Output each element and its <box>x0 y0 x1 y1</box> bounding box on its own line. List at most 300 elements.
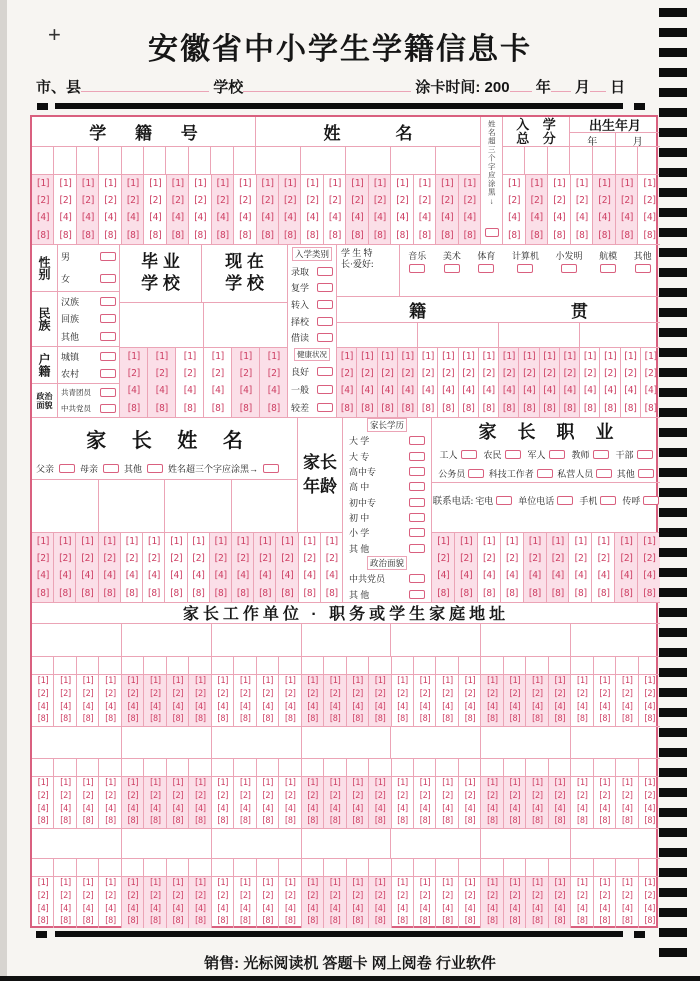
bubble[interactable]: [8] <box>463 816 476 827</box>
checkbox[interactable] <box>468 469 484 478</box>
write-cell[interactable] <box>211 859 233 876</box>
bubble[interactable]: [8] <box>35 587 50 599</box>
bubble[interactable]: [8] <box>439 229 454 241</box>
checkbox[interactable] <box>263 464 279 473</box>
bubble[interactable]: [4] <box>380 385 395 397</box>
write-cell[interactable] <box>458 759 480 776</box>
bubble[interactable]: [4] <box>168 570 183 582</box>
write-cell[interactable] <box>188 859 210 876</box>
bubble[interactable]: [4] <box>126 803 139 814</box>
bubble[interactable]: [2] <box>435 553 451 565</box>
bubble[interactable]: [1] <box>57 535 72 547</box>
bubble[interactable]: [8] <box>440 916 454 927</box>
checkbox[interactable] <box>100 332 116 341</box>
bubble[interactable]: [8] <box>80 229 95 241</box>
write-cell[interactable] <box>32 657 53 674</box>
write-cell[interactable] <box>32 759 53 776</box>
bubble[interactable]: [1] <box>597 177 612 189</box>
bubble[interactable]: [1] <box>435 535 451 547</box>
bubble[interactable]: [8] <box>171 816 184 827</box>
bubble[interactable]: [1] <box>81 878 94 889</box>
write-cell[interactable] <box>346 759 368 776</box>
bubble[interactable]: [8] <box>216 714 229 725</box>
write-cell[interactable] <box>233 657 255 674</box>
bubble[interactable]: [8] <box>485 816 499 827</box>
bubble[interactable]: [4] <box>210 385 225 397</box>
bubble[interactable]: [8] <box>193 816 207 827</box>
bubble[interactable]: [8] <box>506 229 521 241</box>
bubble[interactable]: [1] <box>126 676 139 687</box>
bubble[interactable]: [1] <box>582 350 597 362</box>
bubble[interactable]: [2] <box>553 890 566 901</box>
checkbox[interactable] <box>317 385 333 394</box>
bubble[interactable]: [2] <box>80 195 95 207</box>
bubble[interactable]: [2] <box>359 368 374 380</box>
bubble[interactable]: [1] <box>154 350 169 362</box>
bubble[interactable]: [4] <box>620 701 634 712</box>
bubble[interactable]: [1] <box>351 676 364 687</box>
write-cell[interactable] <box>301 859 323 876</box>
bubble[interactable]: [4] <box>324 570 339 582</box>
bubble[interactable]: [2] <box>282 195 297 207</box>
bubble[interactable]: [1] <box>642 177 657 189</box>
bubble[interactable]: [4] <box>216 903 229 914</box>
bubble[interactable]: [8] <box>261 916 274 927</box>
checkbox[interactable] <box>317 367 333 376</box>
write-cell[interactable] <box>593 859 615 876</box>
bubble[interactable]: [4] <box>351 803 364 814</box>
bubble[interactable]: [2] <box>440 890 454 901</box>
bubble[interactable]: [8] <box>279 587 295 599</box>
bubble[interactable]: [4] <box>349 212 365 224</box>
bubble[interactable]: [8] <box>530 714 544 725</box>
write-cell[interactable] <box>570 727 660 758</box>
bubble[interactable]: [8] <box>598 714 611 725</box>
bubble[interactable]: [8] <box>504 587 519 599</box>
bubble[interactable]: [8] <box>182 402 197 414</box>
write-cell[interactable] <box>231 480 298 532</box>
bubble[interactable]: [4] <box>266 385 281 397</box>
write-cell[interactable] <box>435 859 457 876</box>
bubble[interactable]: [1] <box>216 878 229 889</box>
bubble[interactable]: [2] <box>81 790 94 801</box>
checkbox[interactable] <box>635 264 651 273</box>
bubble[interactable]: [8] <box>306 916 319 927</box>
bubble[interactable]: [8] <box>238 816 252 827</box>
write-cell[interactable] <box>76 859 98 876</box>
bubble[interactable]: [2] <box>126 368 141 380</box>
bubble[interactable]: [1] <box>417 177 432 189</box>
write-cell[interactable] <box>256 657 278 674</box>
bubble[interactable]: [1] <box>440 778 454 789</box>
write-cell[interactable] <box>301 727 391 758</box>
bubble[interactable]: [4] <box>193 803 207 814</box>
bubble[interactable]: [2] <box>182 368 197 380</box>
bubble[interactable]: [1] <box>238 350 253 362</box>
bubble[interactable]: [4] <box>35 570 50 582</box>
bubble[interactable]: [1] <box>418 676 431 687</box>
bubble[interactable]: [1] <box>327 177 342 189</box>
bubble[interactable]: [4] <box>396 903 409 914</box>
bubble[interactable]: [2] <box>396 790 409 801</box>
write-cell[interactable] <box>570 859 592 876</box>
bubble[interactable]: [1] <box>148 878 162 889</box>
bubble[interactable]: [1] <box>215 177 230 189</box>
bubble[interactable]: [2] <box>235 553 250 565</box>
bubble[interactable]: [1] <box>553 676 566 687</box>
checkbox[interactable] <box>643 496 659 505</box>
bubble[interactable]: [4] <box>57 570 72 582</box>
bubble[interactable]: [4] <box>171 903 184 914</box>
bubble[interactable]: [1] <box>193 878 207 889</box>
bubble[interactable]: [4] <box>485 803 499 814</box>
bubble[interactable]: [2] <box>193 890 207 901</box>
bubble[interactable]: [4] <box>501 385 516 397</box>
bubble[interactable]: [8] <box>620 714 634 725</box>
bubble[interactable]: [1] <box>126 350 141 362</box>
write-cell[interactable] <box>615 759 637 776</box>
bubble[interactable]: [8] <box>193 714 207 725</box>
bubble[interactable]: [8] <box>620 916 634 927</box>
checkbox[interactable] <box>409 574 425 583</box>
bubble[interactable]: [1] <box>305 177 320 189</box>
bubble[interactable]: [8] <box>596 587 611 599</box>
bubble[interactable]: [2] <box>508 790 521 801</box>
write-cell[interactable] <box>53 859 75 876</box>
bubble[interactable]: [2] <box>124 553 139 565</box>
bubble[interactable]: [8] <box>59 714 72 725</box>
bubble[interactable]: [8] <box>573 587 588 599</box>
write-cell[interactable] <box>615 147 638 174</box>
bubble[interactable]: [1] <box>481 350 496 362</box>
bubble[interactable]: [2] <box>213 553 228 565</box>
checkbox[interactable] <box>461 450 477 459</box>
bubble[interactable]: [1] <box>602 350 617 362</box>
bubble[interactable]: [4] <box>574 212 589 224</box>
bubble[interactable]: [2] <box>306 688 319 699</box>
bubble[interactable]: [4] <box>597 212 612 224</box>
bubble[interactable]: [2] <box>170 195 185 207</box>
bubble[interactable]: [8] <box>394 229 410 241</box>
bubble[interactable]: [2] <box>530 790 544 801</box>
bubble[interactable]: [4] <box>643 803 656 814</box>
bubble[interactable]: [1] <box>396 778 409 789</box>
bubble[interactable]: [8] <box>373 714 386 725</box>
bubble[interactable]: [4] <box>418 903 431 914</box>
bubble[interactable]: [4] <box>171 803 184 814</box>
bubble[interactable]: [8] <box>530 816 544 827</box>
bubble[interactable]: [8] <box>530 916 544 927</box>
bubble[interactable]: [4] <box>550 570 565 582</box>
bubble[interactable]: [8] <box>619 587 634 599</box>
bubble[interactable]: [2] <box>501 368 516 380</box>
bubble[interactable]: [4] <box>400 385 415 397</box>
bubble[interactable]: [4] <box>508 803 521 814</box>
bubble[interactable]: [4] <box>305 212 320 224</box>
bubble[interactable]: [8] <box>103 229 118 241</box>
bubble[interactable]: [8] <box>36 816 49 827</box>
bubble[interactable]: [1] <box>373 676 386 687</box>
bubble[interactable]: [4] <box>102 570 117 582</box>
bubble[interactable]: [8] <box>328 916 341 927</box>
bubble[interactable]: [1] <box>550 535 565 547</box>
city-county-input[interactable] <box>81 78 209 92</box>
bubble[interactable]: [1] <box>328 878 341 889</box>
bubble[interactable]: [8] <box>81 714 94 725</box>
bubble[interactable]: [2] <box>126 890 139 901</box>
bubble[interactable]: [8] <box>440 816 454 827</box>
bubble[interactable]: [1] <box>80 177 95 189</box>
bubble[interactable]: [2] <box>36 890 49 901</box>
bubble[interactable]: [1] <box>59 676 72 687</box>
bubble[interactable]: [2] <box>620 688 634 699</box>
bubble[interactable]: [8] <box>508 714 521 725</box>
bubble[interactable]: [2] <box>59 790 72 801</box>
bubble[interactable]: [2] <box>147 195 163 207</box>
bubble[interactable]: [2] <box>327 195 342 207</box>
bubble[interactable]: [2] <box>148 688 162 699</box>
checkbox[interactable] <box>600 496 616 505</box>
write-cell[interactable] <box>525 657 547 674</box>
write-cell[interactable] <box>165 147 187 174</box>
write-cell[interactable] <box>301 759 323 776</box>
bubble[interactable]: [1] <box>596 535 611 547</box>
bubble[interactable]: [8] <box>171 714 184 725</box>
bubble[interactable]: [2] <box>643 688 656 699</box>
write-cell[interactable] <box>166 759 188 776</box>
write-cell[interactable] <box>166 657 188 674</box>
bubble[interactable]: [8] <box>238 916 252 927</box>
bubble[interactable]: [2] <box>521 368 536 380</box>
bubble[interactable]: [2] <box>324 553 339 565</box>
checkbox[interactable] <box>409 498 425 507</box>
write-cell[interactable] <box>547 147 569 174</box>
bubble[interactable]: [4] <box>551 212 567 224</box>
bubble[interactable]: [4] <box>620 803 634 814</box>
bubble[interactable]: [1] <box>148 778 162 789</box>
bubble[interactable]: [8] <box>146 587 161 599</box>
bubble[interactable]: [8] <box>36 916 49 927</box>
bubble[interactable]: [8] <box>643 714 656 725</box>
bubble[interactable]: [1] <box>396 878 409 889</box>
bubble[interactable]: [1] <box>36 778 49 789</box>
bubble[interactable]: [2] <box>418 890 431 901</box>
bubble[interactable]: [4] <box>575 903 589 914</box>
bubble[interactable]: [1] <box>126 778 139 789</box>
bubble[interactable]: [4] <box>461 385 476 397</box>
bubble[interactable]: [2] <box>305 195 320 207</box>
write-cell[interactable] <box>188 759 210 776</box>
bubble[interactable]: [2] <box>216 890 229 901</box>
bubble[interactable]: [8] <box>59 916 72 927</box>
bubble[interactable]: [2] <box>35 195 50 207</box>
bubble[interactable]: [2] <box>481 368 496 380</box>
bubble[interactable]: [1] <box>462 177 477 189</box>
bubble[interactable]: [8] <box>597 229 612 241</box>
bubble[interactable]: [1] <box>102 535 117 547</box>
bubble[interactable]: [2] <box>508 688 521 699</box>
bubble[interactable]: [8] <box>126 816 139 827</box>
bubble[interactable]: [8] <box>125 229 140 241</box>
checkbox[interactable] <box>100 369 116 378</box>
bubble[interactable]: [1] <box>35 535 50 547</box>
write-cell[interactable] <box>525 759 547 776</box>
bubble[interactable]: [2] <box>485 790 499 801</box>
checkbox[interactable] <box>317 333 333 342</box>
bubble[interactable]: [4] <box>261 803 274 814</box>
write-cell[interactable] <box>301 829 391 858</box>
write-cell[interactable] <box>301 624 391 656</box>
write-cell[interactable] <box>390 624 480 656</box>
write-cell[interactable] <box>503 759 525 776</box>
bubble[interactable]: [1] <box>463 878 476 889</box>
bubble[interactable]: [1] <box>238 676 252 687</box>
bubble[interactable]: [8] <box>400 402 415 414</box>
bubble[interactable]: [4] <box>182 385 197 397</box>
bubble[interactable]: [4] <box>623 385 638 397</box>
write-cell[interactable] <box>53 147 75 174</box>
bubble[interactable]: [2] <box>171 688 184 699</box>
bubble[interactable]: [4] <box>530 701 544 712</box>
bubble[interactable]: [2] <box>418 790 431 801</box>
bubble[interactable]: [8] <box>192 229 207 241</box>
bubble[interactable]: [2] <box>238 688 252 699</box>
write-cell[interactable] <box>323 859 345 876</box>
bubble[interactable]: [1] <box>192 177 207 189</box>
bubble[interactable]: [4] <box>530 903 544 914</box>
bubble[interactable]: [4] <box>643 903 656 914</box>
bubble[interactable]: [4] <box>553 701 566 712</box>
bubble[interactable]: [4] <box>235 570 250 582</box>
write-cell[interactable] <box>211 657 233 674</box>
write-cell[interactable] <box>637 147 660 174</box>
bubble[interactable]: [1] <box>306 878 319 889</box>
write-cell[interactable] <box>592 147 615 174</box>
bubble[interactable]: [4] <box>282 212 297 224</box>
write-cell[interactable] <box>166 859 188 876</box>
bubble[interactable]: [4] <box>154 385 169 397</box>
bubble[interactable]: [2] <box>598 688 611 699</box>
bubble[interactable]: [1] <box>193 778 207 789</box>
bubble[interactable]: [4] <box>216 701 229 712</box>
bubble[interactable]: [4] <box>148 903 162 914</box>
bubble[interactable]: [2] <box>171 890 184 901</box>
bubble[interactable]: [1] <box>440 350 455 362</box>
bubble[interactable]: [4] <box>124 570 139 582</box>
bubble[interactable]: [8] <box>372 229 387 241</box>
bubble[interactable]: [4] <box>527 570 542 582</box>
bubble[interactable]: [4] <box>126 903 139 914</box>
bubble[interactable]: [1] <box>420 350 435 362</box>
bubble[interactable]: [8] <box>643 916 656 927</box>
bubble[interactable]: [1] <box>418 878 431 889</box>
school-input[interactable] <box>243 78 411 92</box>
bubble[interactable]: [8] <box>283 816 297 827</box>
bubble[interactable]: [2] <box>372 195 387 207</box>
bubble[interactable]: [2] <box>418 688 431 699</box>
bubble[interactable]: [8] <box>553 916 566 927</box>
checkbox[interactable] <box>317 283 333 292</box>
write-cell[interactable] <box>391 657 413 674</box>
bubble[interactable]: [4] <box>193 903 207 914</box>
bubble[interactable]: [2] <box>542 368 557 380</box>
write-cell[interactable] <box>98 657 120 674</box>
bubble[interactable]: [1] <box>542 350 557 362</box>
bubble[interactable]: [8] <box>463 714 476 725</box>
write-cell[interactable] <box>256 147 300 174</box>
bubble[interactable]: [2] <box>396 890 409 901</box>
write-cell[interactable] <box>323 759 345 776</box>
bubble[interactable]: [2] <box>126 688 139 699</box>
bubble[interactable]: [2] <box>283 890 297 901</box>
bubble[interactable]: [2] <box>351 890 364 901</box>
bubble[interactable]: [1] <box>58 177 73 189</box>
bubble[interactable]: [4] <box>372 212 387 224</box>
bubble[interactable]: [2] <box>103 688 117 699</box>
bubble[interactable]: [2] <box>81 688 94 699</box>
bubble[interactable]: [8] <box>36 714 49 725</box>
bubble[interactable]: [4] <box>328 803 341 814</box>
bubble[interactable]: [1] <box>373 878 386 889</box>
bubble[interactable]: [8] <box>396 816 409 827</box>
bubble[interactable]: [8] <box>396 916 409 927</box>
bubble[interactable]: [4] <box>35 212 50 224</box>
bubble[interactable]: [4] <box>642 570 657 582</box>
write-cell[interactable] <box>548 859 570 876</box>
bubble[interactable]: [4] <box>283 903 297 914</box>
bubble[interactable]: [8] <box>501 402 516 414</box>
bubble[interactable]: [1] <box>351 878 364 889</box>
bubble[interactable]: [2] <box>126 790 139 801</box>
bubble[interactable]: [1] <box>551 177 567 189</box>
bubble[interactable]: [8] <box>351 714 364 725</box>
bubble[interactable]: [1] <box>283 778 297 789</box>
bubble[interactable]: [4] <box>302 570 317 582</box>
bubble[interactable]: [4] <box>440 803 454 814</box>
bubble[interactable]: [4] <box>328 701 341 712</box>
bubble[interactable]: [2] <box>420 368 435 380</box>
bubble[interactable]: [8] <box>527 587 542 599</box>
bubble[interactable]: [2] <box>463 688 476 699</box>
checkbox[interactable] <box>147 464 163 473</box>
bubble[interactable]: [4] <box>602 385 617 397</box>
bubble[interactable]: [4] <box>463 701 476 712</box>
bubble[interactable]: [1] <box>81 676 94 687</box>
bubble[interactable]: [4] <box>529 212 544 224</box>
write-cell[interactable] <box>323 657 345 674</box>
bubble[interactable]: [2] <box>59 890 72 901</box>
bubble[interactable]: [4] <box>216 803 229 814</box>
bubble[interactable]: [1] <box>506 177 521 189</box>
bubble[interactable]: [2] <box>306 890 319 901</box>
bubble[interactable]: [4] <box>213 570 228 582</box>
bubble[interactable]: [1] <box>79 535 95 547</box>
bubble[interactable]: [1] <box>170 177 185 189</box>
bubble[interactable]: [1] <box>439 177 454 189</box>
bubble[interactable]: [8] <box>238 402 253 414</box>
bubble[interactable]: [2] <box>257 553 272 565</box>
bubble[interactable]: [1] <box>261 676 274 687</box>
write-cell[interactable] <box>435 147 480 174</box>
bubble[interactable]: [1] <box>168 535 183 547</box>
checkbox[interactable] <box>409 482 425 491</box>
write-cell[interactable] <box>480 829 570 858</box>
bubble[interactable]: [1] <box>458 535 473 547</box>
bubble[interactable]: [8] <box>542 402 557 414</box>
bubble[interactable]: [4] <box>81 803 94 814</box>
bubble[interactable]: [2] <box>191 553 206 565</box>
write-cell[interactable] <box>503 859 525 876</box>
